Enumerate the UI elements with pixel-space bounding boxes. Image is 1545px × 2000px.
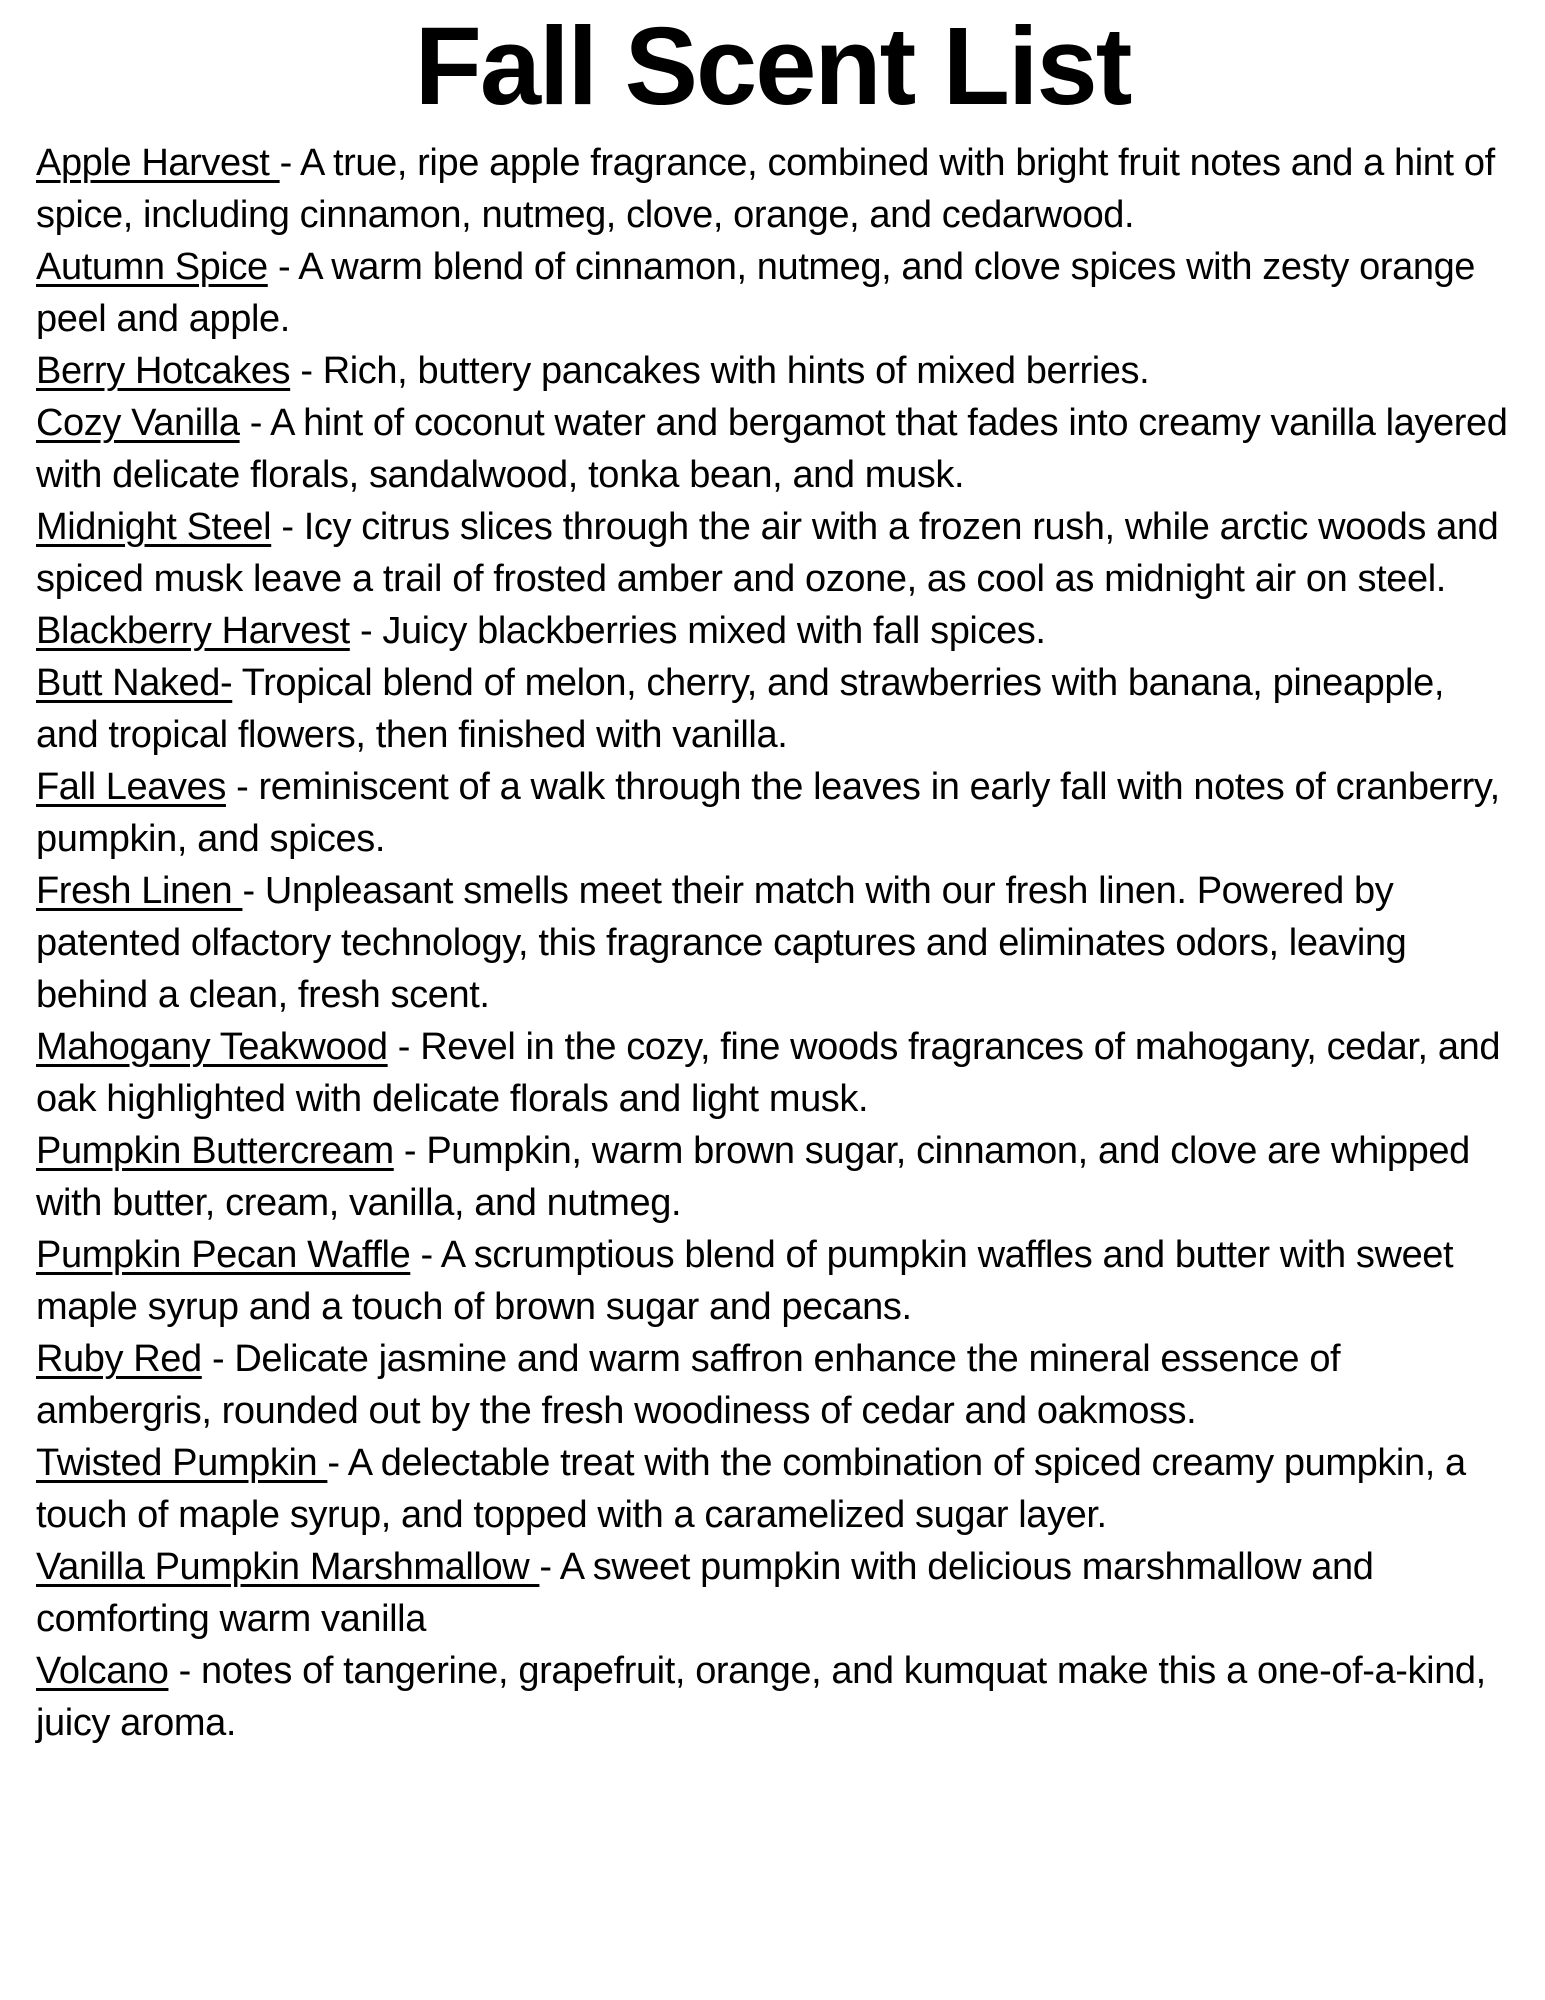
scent-name: Fall Leaves bbox=[36, 765, 226, 808]
scent-name: Fresh Linen bbox=[36, 869, 243, 912]
scent-description: - A hint of coconut water and bergamot that fades into creamy vanilla layered with delicate florals, sandalwood, tonka bean, and musk. bbox=[36, 401, 1508, 496]
scent-description: - reminiscent of a walk through the leaves in early fall with notes of cranberry, pumpkin, and spices. bbox=[36, 765, 1500, 860]
scent-entry bbox=[36, 761, 1509, 865]
scent-name: Mahogany Teakwood bbox=[36, 1025, 388, 1068]
scent-list bbox=[36, 137, 1509, 1749]
scent-name: Vanilla Pumpkin Marshmallow bbox=[36, 1545, 540, 1588]
scent-name: Blackberry Harvest bbox=[36, 609, 350, 652]
scent-name: Pumpkin Buttercream bbox=[36, 1129, 394, 1172]
scent-name: Twisted Pumpkin bbox=[36, 1441, 328, 1484]
scent-description: - A delectable treat with the combination of spiced creamy pumpkin, a touch of maple syrup, and topped with a caramelized sugar layer. bbox=[36, 1441, 1466, 1536]
scent-name: Berry Hotcakes bbox=[36, 349, 291, 392]
scent-description: - Unpleasant smells meet their match with our fresh linen. Powered by patented olfactory technology, this fragrance captures and eliminates odors, leaving behind a clean, fresh scent. bbox=[36, 869, 1407, 1016]
scent-name: Volcano bbox=[36, 1649, 169, 1692]
scent-description: - A scrumptious blend of pumpkin waffles and butter with sweet maple syrup and a touch of brown sugar and pecans. bbox=[36, 1233, 1454, 1328]
scent-description: - A true, ripe apple fragrance, combined with bright fruit notes and a hint of spice, including cinnamon, nutmeg, clove, orange, and cedarwood. bbox=[36, 141, 1495, 236]
scent-entry bbox=[36, 657, 1509, 761]
scent-entry bbox=[36, 605, 1509, 657]
scent-name: Autumn Spice bbox=[36, 245, 268, 288]
page-title: Fall Scent List bbox=[414, 5, 1131, 128]
scent-description: - Delicate jasmine and warm saffron enhance the mineral essence of ambergris, rounded out by the fresh woodiness of cedar and oakmoss. bbox=[36, 1337, 1341, 1432]
scent-entry bbox=[36, 1437, 1509, 1541]
scent-description: - Pumpkin, warm brown sugar, cinnamon, and clove are whipped with butter, cream, vanilla, and nutmeg. bbox=[36, 1129, 1470, 1224]
scent-entry bbox=[36, 345, 1509, 397]
scent-description: - Revel in the cozy, fine woods fragrances of mahogany, cedar, and oak highlighted with delicate florals and light musk. bbox=[36, 1025, 1501, 1120]
scent-entry bbox=[36, 397, 1509, 501]
scent-name: Butt Naked- bbox=[36, 661, 233, 704]
scent-entry bbox=[36, 1125, 1509, 1229]
scent-entry bbox=[36, 865, 1509, 1021]
scent-entry bbox=[36, 1645, 1509, 1749]
scent-entry bbox=[36, 1021, 1509, 1125]
scent-description: - notes of tangerine, grapefruit, orange, and kumquat make this a one-of-a-kind, juicy aroma. bbox=[36, 1649, 1486, 1744]
scent-description: - Juicy blackberries mixed with fall spices. bbox=[349, 609, 1046, 652]
scent-description: - Rich, buttery pancakes with hints of mixed berries. bbox=[290, 349, 1150, 392]
scent-entry bbox=[36, 137, 1509, 241]
scent-description: - A sweet pumpkin with delicious marshmallow and comforting warm vanilla bbox=[36, 1545, 1374, 1640]
scent-name: Pumpkin Pecan Waffle bbox=[36, 1233, 411, 1276]
scent-description: - A warm blend of cinnamon, nutmeg, and clove spices with zesty orange peel and apple. bbox=[36, 245, 1476, 340]
scent-description: Tropical blend of melon, cherry, and strawberries with banana, pineapple, and tropical flowers, then finished with vanilla. bbox=[36, 661, 1444, 756]
scent-name: Ruby Red bbox=[36, 1337, 202, 1380]
scent-entry bbox=[36, 241, 1509, 345]
scent-name: Cozy Vanilla bbox=[36, 401, 240, 444]
scent-name: Midnight Steel bbox=[36, 505, 272, 548]
scent-name: Apple Harvest bbox=[36, 141, 280, 184]
scent-entry bbox=[36, 1541, 1509, 1645]
scent-entry bbox=[36, 501, 1509, 605]
scent-entry bbox=[36, 1333, 1509, 1437]
scent-entry bbox=[36, 1229, 1509, 1333]
scent-description: - Icy citrus slices through the air with a frozen rush, while arctic woods and spiced musk leave a trail of frosted amber and ozone, as cool as midnight air on steel. bbox=[36, 505, 1499, 600]
